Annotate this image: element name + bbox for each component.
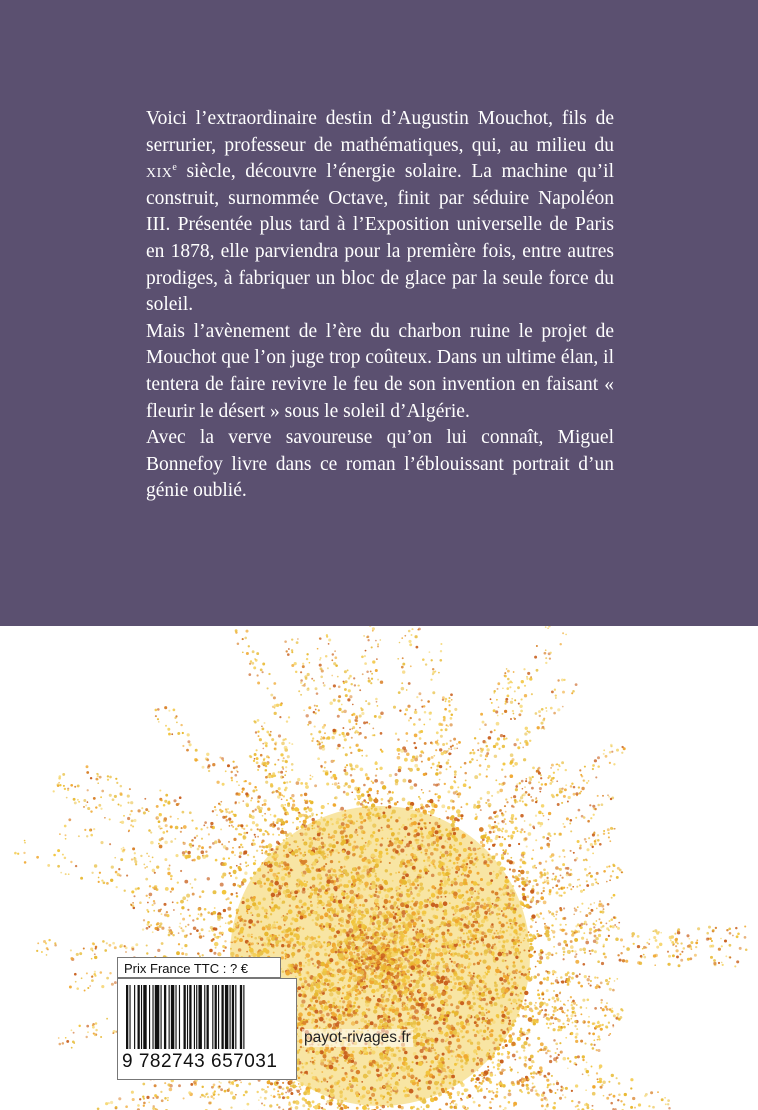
publisher-website[interactable]: payot-rivages.fr <box>304 1029 411 1046</box>
blurb-paragraph-2: Mais l’avènement de l’ère du charbon ruine le projet de Mouchot que l’on juge trop coûteux. Dans un ultime élan, il tentera de faire revivre le feu de son invention en faisant « fleurir le désert » sous le soleil d’Algérie. <box>146 320 614 422</box>
blurb-paragraph-1 <box>146 106 614 319</box>
barcode-bars <box>126 985 290 1049</box>
price-label: Prix France TTC : ? € <box>117 957 281 978</box>
century-numeral: xix <box>146 161 173 183</box>
blurb-paragraph-3: Avec la verve savoureuse qu’on lui connaît, Miguel Bonnefoy livre dans ce roman l’éblouissant portrait d’un génie oublié. <box>146 427 614 502</box>
back-cover-blurb <box>146 106 614 505</box>
barcode-lines <box>126 985 244 1049</box>
barcode-block <box>117 978 297 1080</box>
isbn-number: 9 782743 657031 <box>122 1051 278 1072</box>
blurb-p1-start: Voici l’extraordinaire destin d’Augustin Mouchot, fils de serrurier, professeur de mathématiques, qui, au milieu du <box>146 108 614 156</box>
century-superscript: e <box>172 162 177 174</box>
blurb-p1-end: siècle, découvre l’énergie solaire. La machine qu’il construit, surnommée Octave, finit par séduire Napoléon III. Présentée plus tard à l’Exposition universelle de Paris en 1878, elle parviendra pour la première fois, entre autres prodiges, à fabriquer un bloc de glace par la seule force du soleil. <box>146 161 614 316</box>
